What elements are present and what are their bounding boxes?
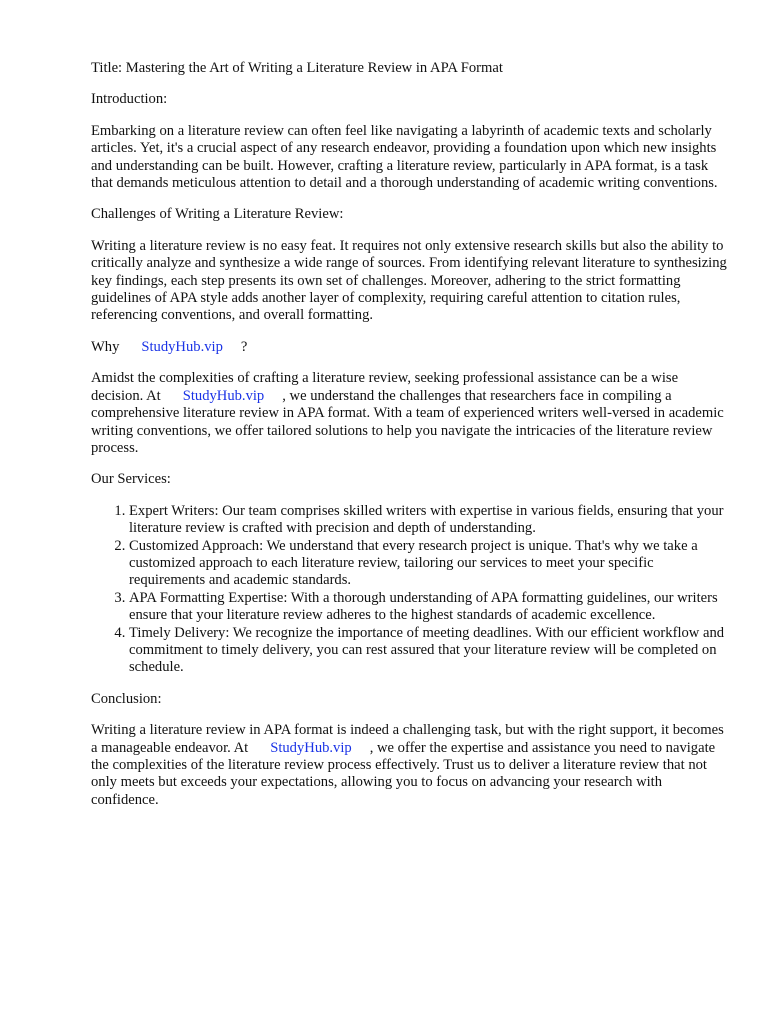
studyhub-link[interactable]: StudyHub.vip: [182, 387, 265, 404]
services-heading: Our Services:: [91, 471, 171, 488]
conclusion-heading: Conclusion:: [91, 690, 162, 707]
conclusion-paragraph: [91, 722, 731, 809]
list-item: 3. APA Formatting Expertise: With a thorough understanding of APA formatting guidelines, our writers ensure that your literature review adheres to the highest standards of academic excellence.: [129, 590, 731, 625]
studyhub-link[interactable]: StudyHub.vip: [141, 338, 223, 355]
services-list: [91, 503, 731, 677]
document-page: [91, 60, 731, 823]
list-item: 1. Expert Writers: Our team comprises skilled writers with expertise in various fields, ensuring that your literature review is crafted with precision and depth of understanding.: [129, 503, 731, 538]
challenges-paragraph: Writing a literature review is no easy feat. It requires not only extensive research skills but also the ability to critically analyze and synthesize a wide range of sources. From identifying relevant literature to synthesizing key findings, each step presents its own set of challenges. Moreover, adhering to the strict formatting guidelines of APA style adds another layer of complexity, requiring careful attention to citation rules, referencing conventions, and overall formatting.: [91, 237, 727, 324]
intro-paragraph: Embarking on a literature review can often feel like navigating a labyrinth of academic texts and scholarly articles. Yet, it's a crucial aspect of any research endeavor, providing a foundation upon which new insights and understanding can be built. However, crafting a literature review, particularly in APA format, is a task that demands meticulous attention to detail and a thorough understanding of academic writing conventions.: [91, 122, 718, 192]
list-item: 4. Timely Delivery: We recognize the importance of meeting deadlines. With our efficient workflow and commitment to timely delivery, you can rest assured that your literature review will be completed on schedule.: [129, 625, 731, 677]
conclusion-text-after: , we offer the expertise and assistance you need to navigate the complexities of the literature review process effectively. Trust us to deliver a literature review that not only meets but exceeds your expectations, allowing you to focus on advancing your research with confidence.: [91, 739, 716, 808]
document-title: Title: Mastering the Art of Writing a Literature Review in APA Format: [91, 60, 503, 76]
intro-heading: Introduction:: [91, 91, 168, 108]
why-suffix: ?: [240, 338, 248, 355]
why-heading: [91, 339, 731, 356]
amidst-paragraph: [91, 370, 731, 457]
challenges-heading: Challenges of Writing a Literature Review:: [91, 206, 344, 223]
amidst-text-after: , we understand the challenges that researchers face in compiling a comprehensive literature review in APA format. With a team of experienced writers well-versed in academic writing conventions, we offer tailored solutions to help you navigate the intricacies of the literature review process.: [91, 387, 724, 456]
list-item: 2. Customized Approach: We understand that every research project is unique. That's why we take a customized approach to each literature review, tailoring our services to meet your specific requirements and academic standards.: [129, 538, 731, 590]
why-prefix: Why: [91, 338, 120, 355]
conclusion-text-before: Writing a literature review in APA format is indeed a challenging task, but with the right support, it becomes a manageable endeavor. At: [91, 722, 724, 756]
studyhub-link[interactable]: StudyHub.vip: [270, 739, 352, 756]
amidst-text-before: Amidst the complexities of crafting a literature review, seeking professional assistance can be a wise decision. At: [91, 370, 679, 404]
